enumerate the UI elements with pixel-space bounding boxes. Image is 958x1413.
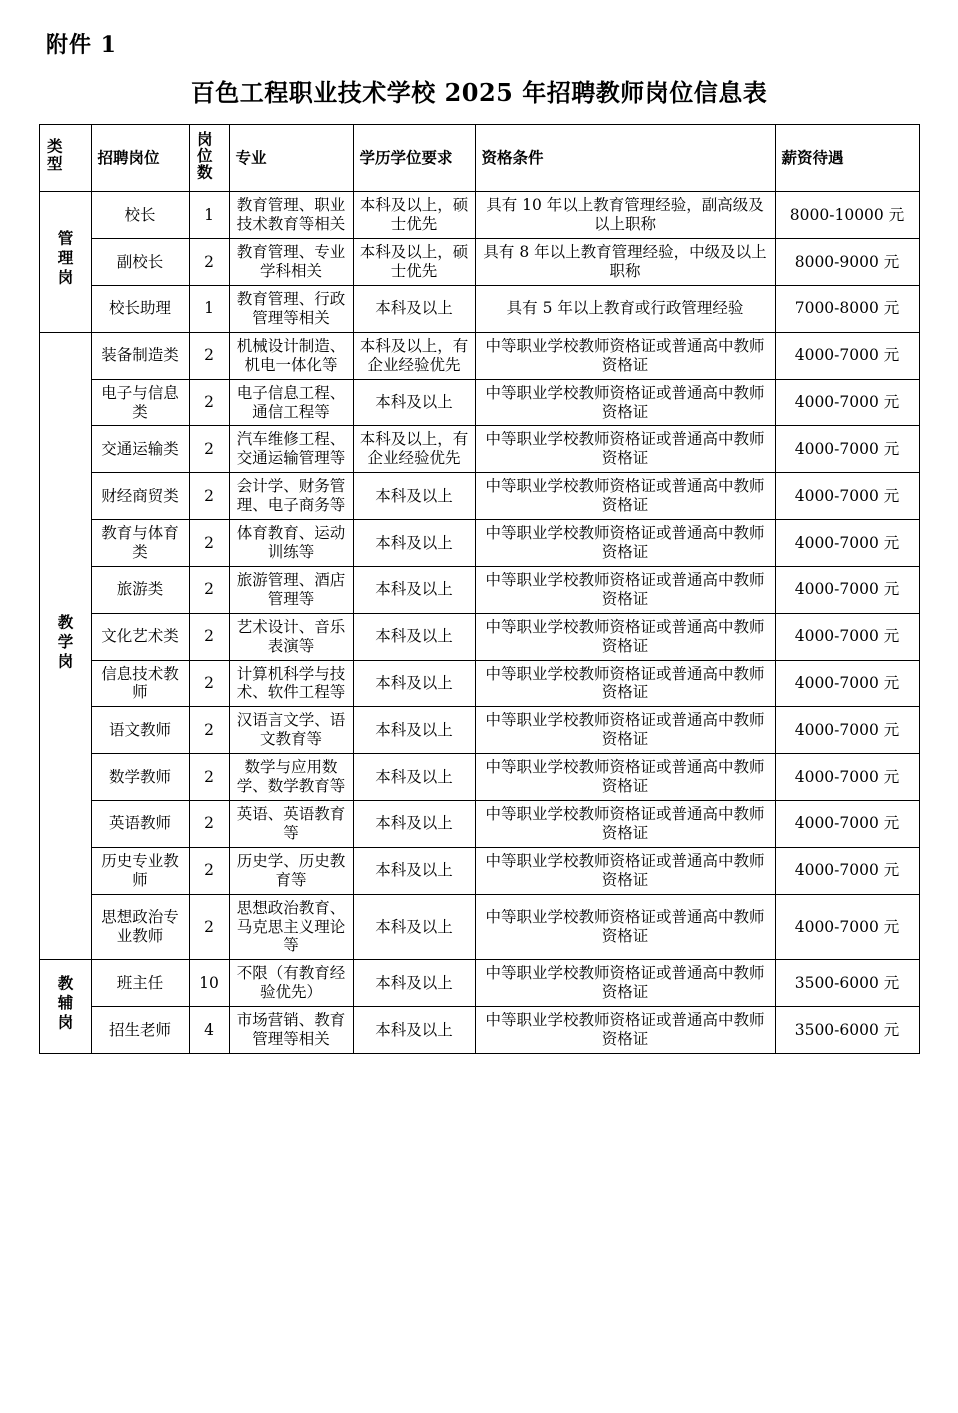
row-type-label: 教学岗 (55, 614, 75, 673)
cell-salary: 4000-7000 元 (775, 426, 919, 473)
cell-qualification: 中等职业学校教师资格证或普通高中教师资格证 (475, 566, 775, 613)
job-positions-table (39, 124, 920, 1054)
cell-major: 历史学、历史教育等 (229, 847, 353, 894)
cell-major: 体育教育、运动训练等 (229, 520, 353, 567)
cell-count: 2 (189, 379, 229, 426)
cell-qualification: 中等职业学校教师资格证或普通高中教师资格证 (475, 800, 775, 847)
cell-salary: 4000-7000 元 (775, 520, 919, 567)
cell-post: 文化艺术类 (91, 613, 189, 660)
column-header-count-text: 岗位数 (194, 131, 214, 181)
cell-qualification: 中等职业学校教师资格证或普通高中教师资格证 (475, 426, 775, 473)
cell-education: 本科及以上，硕士优先 (353, 239, 475, 286)
cell-salary: 4000-7000 元 (775, 660, 919, 707)
cell-salary: 8000-9000 元 (775, 239, 919, 286)
cell-qualification: 中等职业学校教师资格证或普通高中教师资格证 (475, 379, 775, 426)
cell-major: 教育管理、专业学科相关 (229, 239, 353, 286)
table-row (39, 707, 919, 754)
cell-post: 校长 (91, 192, 189, 239)
column-header-type-text: 类型 (44, 138, 64, 174)
column-header-education: 学历学位要求 (353, 125, 475, 192)
cell-count: 2 (189, 800, 229, 847)
attachment-label: 附件 1 (46, 32, 117, 58)
cell-post: 数学教师 (91, 754, 189, 801)
column-header-type (39, 125, 91, 192)
cell-education: 本科及以上 (353, 1007, 475, 1054)
cell-count: 2 (189, 660, 229, 707)
cell-post: 副校长 (91, 239, 189, 286)
cell-salary: 3500-6000 元 (775, 1007, 919, 1054)
cell-qualification: 中等职业学校教师资格证或普通高中教师资格证 (475, 960, 775, 1007)
row-type-cell (39, 332, 91, 959)
table-header (39, 125, 919, 192)
row-type-cell (39, 960, 91, 1054)
cell-education: 本科及以上 (353, 520, 475, 567)
row-type-label: 管理岗 (55, 230, 75, 289)
cell-salary: 3500-6000 元 (775, 960, 919, 1007)
cell-qualification: 中等职业学校教师资格证或普通高中教师资格证 (475, 473, 775, 520)
cell-count: 4 (189, 1007, 229, 1054)
cell-post: 班主任 (91, 960, 189, 1007)
cell-major: 计算机科学与技术、软件工程等 (229, 660, 353, 707)
table-header-row (39, 125, 919, 192)
table-row (39, 1007, 919, 1054)
cell-major: 汽车维修工程、交通运输管理等 (229, 426, 353, 473)
cell-post: 教育与体育类 (91, 520, 189, 567)
cell-qualification: 中等职业学校教师资格证或普通高中教师资格证 (475, 894, 775, 960)
table-row (39, 800, 919, 847)
cell-post: 装备制造类 (91, 332, 189, 379)
cell-count: 2 (189, 473, 229, 520)
cell-salary: 4000-7000 元 (775, 473, 919, 520)
cell-major: 机械设计制造、机电一体化等 (229, 332, 353, 379)
cell-post: 语文教师 (91, 707, 189, 754)
cell-count: 1 (189, 286, 229, 333)
cell-post: 思想政治专业教师 (91, 894, 189, 960)
page-title: 百色工程职业技术学校 2025 年招聘教师岗位信息表 (190, 78, 768, 107)
cell-qualification: 中等职业学校教师资格证或普通高中教师资格证 (475, 613, 775, 660)
cell-major: 艺术设计、音乐表演等 (229, 613, 353, 660)
table-row (39, 286, 919, 333)
cell-count: 2 (189, 754, 229, 801)
cell-major: 市场营销、教育管理等相关 (229, 1007, 353, 1054)
cell-qualification: 具有 8 年以上教育管理经验，中级及以上职称 (475, 239, 775, 286)
table-row (39, 566, 919, 613)
cell-education: 本科及以上 (353, 379, 475, 426)
cell-education: 本科及以上 (353, 960, 475, 1007)
cell-salary: 4000-7000 元 (775, 332, 919, 379)
table-row (39, 379, 919, 426)
cell-salary: 4000-7000 元 (775, 754, 919, 801)
cell-salary: 4000-7000 元 (775, 613, 919, 660)
table-row (39, 613, 919, 660)
cell-count: 1 (189, 192, 229, 239)
table-row (39, 894, 919, 960)
cell-education: 本科及以上 (353, 707, 475, 754)
cell-salary: 4000-7000 元 (775, 566, 919, 613)
cell-salary: 7000-8000 元 (775, 286, 919, 333)
table-row (39, 426, 919, 473)
cell-post: 英语教师 (91, 800, 189, 847)
table-body (39, 192, 919, 1054)
cell-major: 思想政治教育、马克思主义理论等 (229, 894, 353, 960)
cell-count: 2 (189, 520, 229, 567)
cell-count: 2 (189, 566, 229, 613)
cell-education: 本科及以上 (353, 473, 475, 520)
cell-post: 信息技术教师 (91, 660, 189, 707)
cell-salary: 4000-7000 元 (775, 707, 919, 754)
table-row (39, 520, 919, 567)
cell-post: 历史专业教师 (91, 847, 189, 894)
cell-count: 2 (189, 894, 229, 960)
column-header-post: 招聘岗位 (91, 125, 189, 192)
row-type-cell (39, 192, 91, 332)
cell-major: 教育管理、职业技术教育等相关 (229, 192, 353, 239)
cell-qualification: 中等职业学校教师资格证或普通高中教师资格证 (475, 707, 775, 754)
table-row (39, 754, 919, 801)
cell-major: 数学与应用数学、数学教育等 (229, 754, 353, 801)
cell-salary: 4000-7000 元 (775, 847, 919, 894)
cell-education: 本科及以上 (353, 613, 475, 660)
cell-education: 本科及以上 (353, 847, 475, 894)
cell-qualification: 中等职业学校教师资格证或普通高中教师资格证 (475, 847, 775, 894)
row-type-label: 教辅岗 (55, 974, 75, 1034)
cell-education: 本科及以上，硕士优先 (353, 192, 475, 239)
cell-qualification: 中等职业学校教师资格证或普通高中教师资格证 (475, 660, 775, 707)
cell-post: 交通运输类 (91, 426, 189, 473)
cell-post: 招生老师 (91, 1007, 189, 1054)
table-row (39, 660, 919, 707)
cell-qualification: 中等职业学校教师资格证或普通高中教师资格证 (475, 332, 775, 379)
cell-major: 会计学、财务管理、电子商务等 (229, 473, 353, 520)
cell-post: 校长助理 (91, 286, 189, 333)
table-row (39, 847, 919, 894)
cell-count: 2 (189, 332, 229, 379)
table-row (39, 473, 919, 520)
cell-education: 本科及以上 (353, 566, 475, 613)
cell-qualification: 中等职业学校教师资格证或普通高中教师资格证 (475, 1007, 775, 1054)
column-header-qualification: 资格条件 (475, 125, 775, 192)
cell-education: 本科及以上 (353, 754, 475, 801)
cell-salary: 4000-7000 元 (775, 379, 919, 426)
cell-education: 本科及以上，有企业经验优先 (353, 426, 475, 473)
cell-education: 本科及以上 (353, 660, 475, 707)
cell-major: 电子信息工程、通信工程等 (229, 379, 353, 426)
cell-education: 本科及以上 (353, 800, 475, 847)
table-row (39, 192, 919, 239)
cell-count: 2 (189, 707, 229, 754)
cell-salary: 4000-7000 元 (775, 894, 919, 960)
cell-major: 不限（有教育经验优先） (229, 960, 353, 1007)
cell-count: 2 (189, 426, 229, 473)
cell-qualification: 具有 5 年以上教育或行政管理经验 (475, 286, 775, 333)
table-row (39, 239, 919, 286)
cell-major: 英语、英语教育等 (229, 800, 353, 847)
cell-qualification: 具有 10 年以上教育管理经验，副高级及以上职称 (475, 192, 775, 239)
cell-education: 本科及以上 (353, 894, 475, 960)
column-header-salary: 薪资待遇 (775, 125, 919, 192)
cell-major: 教育管理、行政管理等相关 (229, 286, 353, 333)
cell-post: 财经商贸类 (91, 473, 189, 520)
cell-post: 旅游类 (91, 566, 189, 613)
cell-salary: 4000-7000 元 (775, 800, 919, 847)
column-header-major: 专业 (229, 125, 353, 192)
table-row (39, 332, 919, 379)
cell-count: 2 (189, 847, 229, 894)
cell-major: 汉语言文学、语文教育等 (229, 707, 353, 754)
cell-count: 10 (189, 960, 229, 1007)
cell-education: 本科及以上，有企业经验优先 (353, 332, 475, 379)
cell-count: 2 (189, 613, 229, 660)
cell-post: 电子与信息类 (91, 379, 189, 426)
cell-count: 2 (189, 239, 229, 286)
column-header-count (189, 125, 229, 192)
cell-education: 本科及以上 (353, 286, 475, 333)
cell-qualification: 中等职业学校教师资格证或普通高中教师资格证 (475, 754, 775, 801)
table-row (39, 960, 919, 1007)
cell-salary: 8000-10000 元 (775, 192, 919, 239)
cell-major: 旅游管理、酒店管理等 (229, 566, 353, 613)
cell-qualification: 中等职业学校教师资格证或普通高中教师资格证 (475, 520, 775, 567)
